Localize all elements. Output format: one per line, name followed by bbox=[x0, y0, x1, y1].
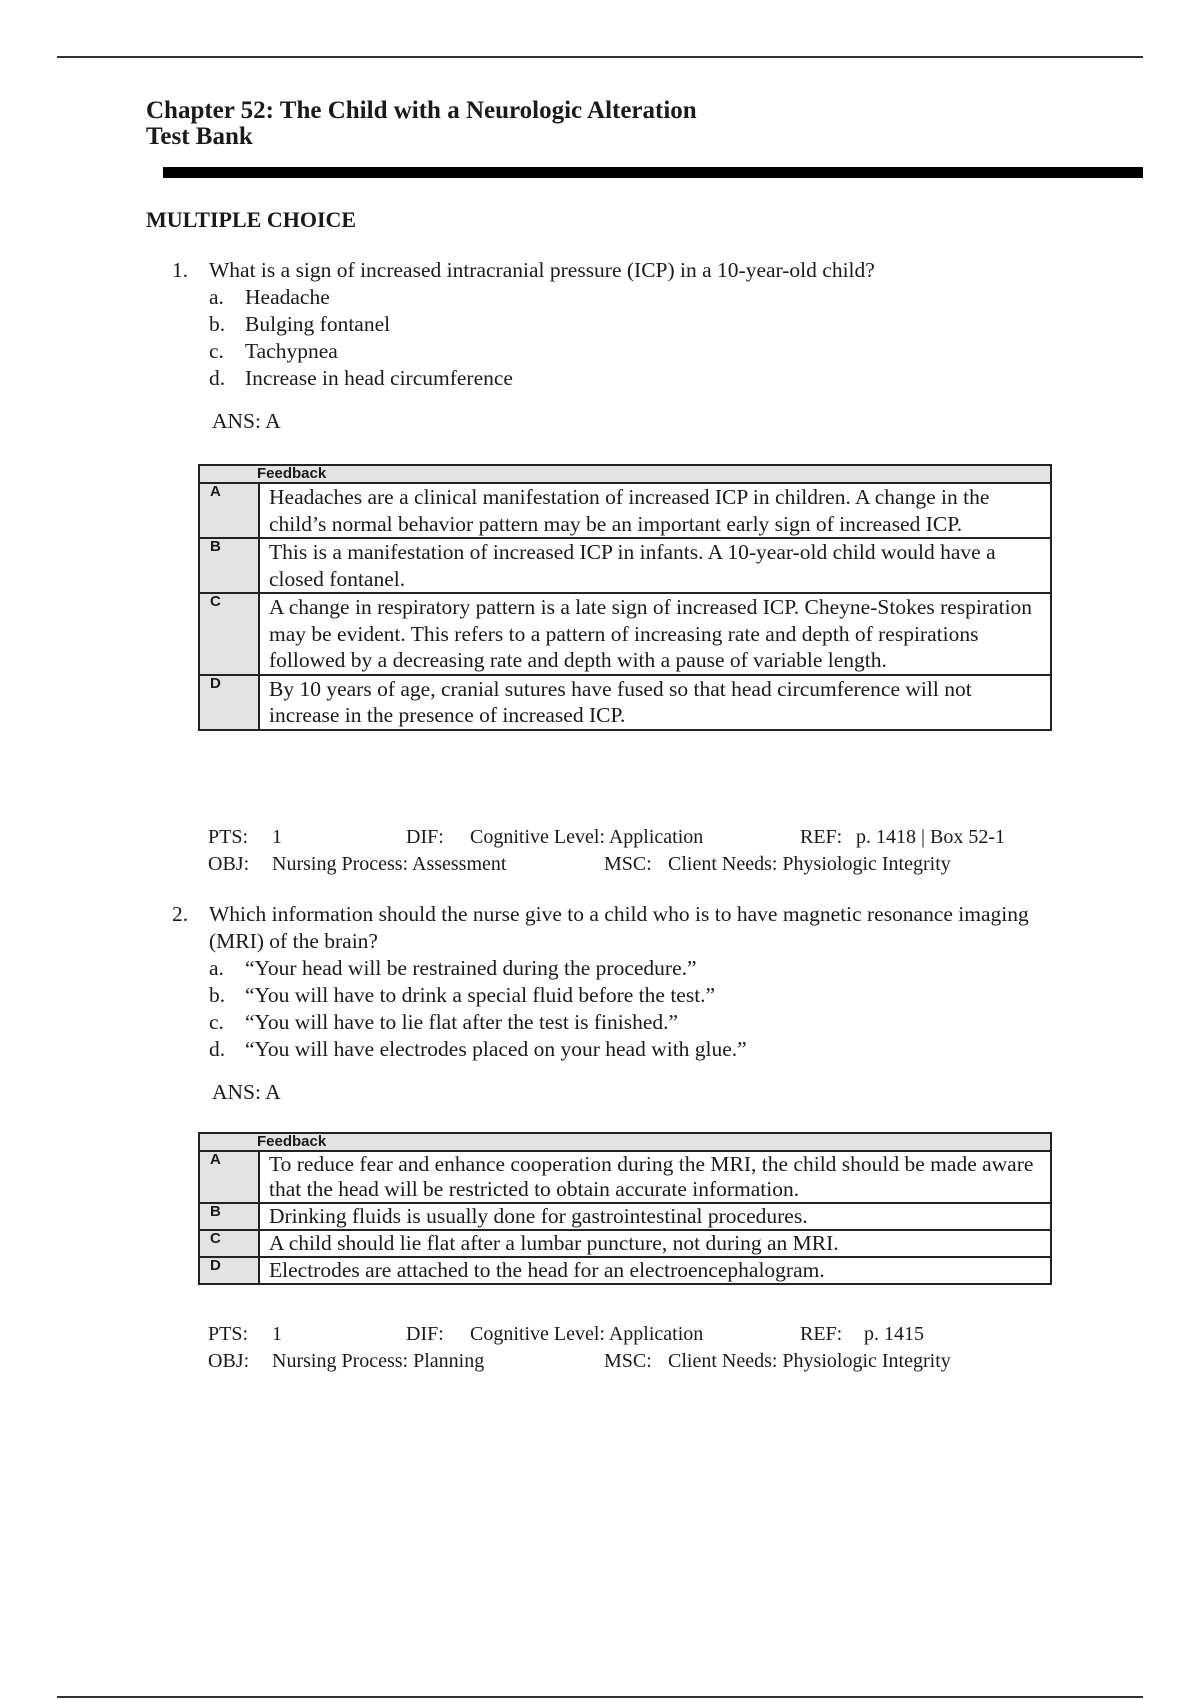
choice-c bbox=[209, 338, 1072, 365]
feedback-row-a bbox=[199, 483, 1051, 538]
choice-d bbox=[209, 1036, 1072, 1063]
feedback-letter: A bbox=[199, 1151, 259, 1203]
feedback-label: Feedback bbox=[199, 1133, 1051, 1151]
question-stem: What is a sign of increased intracranial pressure (ICP) in a 10-year-old child? bbox=[209, 258, 875, 282]
choice-text: Increase in head circumference bbox=[245, 366, 513, 390]
feedback-text: A change in respiratory pattern is a late sign of increased ICP. Cheyne-Stokes respiration may be evident. This refers to a pattern of increasing rate and depth of respirations followed by a decreasing rate and depth with a pause of variable length. bbox=[259, 593, 1051, 675]
feedback-text: A child should lie flat after a lumbar puncture, not during an MRI. bbox=[259, 1230, 1051, 1257]
feedback-table-2 bbox=[198, 1132, 1052, 1285]
choice-letter: c. bbox=[209, 1010, 224, 1034]
test-bank-subtitle: Test Bank bbox=[146, 123, 253, 150]
ref-label: REF: bbox=[800, 826, 843, 848]
question-1-metadata bbox=[208, 824, 1108, 878]
choice-text: “You will have to drink a special fluid before the test.” bbox=[245, 983, 716, 1007]
feedback-letter: C bbox=[199, 1230, 259, 1257]
choice-letter: d. bbox=[209, 1037, 226, 1061]
choice-letter: c. bbox=[209, 339, 224, 363]
question-2-metadata bbox=[208, 1321, 1108, 1375]
choice-d bbox=[209, 365, 1072, 392]
pts-label: PTS: bbox=[208, 826, 249, 848]
choice-letter: a. bbox=[209, 285, 224, 309]
choice-b bbox=[209, 982, 1072, 1009]
feedback-row-b bbox=[199, 538, 1051, 593]
feedback-row-c bbox=[199, 593, 1051, 675]
dif-value: Cognitive Level: Application bbox=[470, 1323, 704, 1345]
choice-text: Headache bbox=[245, 285, 330, 309]
feedback-text: Electrodes are attached to the head for an electroencephalogram. bbox=[259, 1257, 1051, 1284]
bottom-rule bbox=[57, 1696, 1143, 1698]
obj-value: Nursing Process: Assessment bbox=[272, 853, 507, 875]
obj-label: OBJ: bbox=[208, 1350, 250, 1372]
feedback-letter: B bbox=[199, 1203, 259, 1230]
question-number: 1. bbox=[172, 258, 189, 282]
answer-key: ANS: A bbox=[212, 409, 281, 433]
choice-c bbox=[209, 1009, 1072, 1036]
pts-value: 1 bbox=[272, 826, 282, 848]
question-2 bbox=[172, 901, 1072, 1106]
choice-b bbox=[209, 311, 1072, 338]
feedback-text: This is a manifestation of increased ICP in infants. A 10-year-old child would have a closed fontanel. bbox=[259, 538, 1051, 593]
pts-value: 1 bbox=[272, 1323, 282, 1345]
feedback-row-d bbox=[199, 675, 1051, 730]
choice-letter: d. bbox=[209, 366, 226, 390]
feedback-row-a bbox=[199, 1151, 1051, 1203]
document-header bbox=[146, 98, 697, 150]
obj-label: OBJ: bbox=[208, 853, 250, 875]
feedback-table-1 bbox=[198, 464, 1052, 731]
feedback-row-d bbox=[199, 1257, 1051, 1284]
ref-value: p. 1418 | Box 52-1 bbox=[856, 826, 1006, 848]
choice-text: “You will have electrodes placed on your head with glue.” bbox=[245, 1037, 747, 1061]
choice-text: Bulging fontanel bbox=[245, 312, 391, 336]
feedback-letter: D bbox=[199, 675, 259, 730]
obj-value: Nursing Process: Planning bbox=[272, 1350, 485, 1372]
feedback-text: To reduce fear and enhance cooperation during the MRI, the child should be made aware that the head will be restricted to obtain accurate information. bbox=[259, 1151, 1051, 1203]
msc-value: Client Needs: Physiologic Integrity bbox=[668, 1350, 951, 1372]
msc-label: MSC: bbox=[604, 853, 652, 875]
question-stem: Which information should the nurse give to a child who is to have magnetic resonance imaging (MRI) of the brain? bbox=[209, 902, 1029, 953]
feedback-letter: D bbox=[199, 1257, 259, 1284]
choice-a bbox=[209, 955, 1072, 982]
feedback-label: Feedback bbox=[199, 465, 1051, 483]
answer-key: ANS: A bbox=[212, 1080, 281, 1104]
feedback-letter: C bbox=[199, 593, 259, 675]
feedback-row-c bbox=[199, 1230, 1051, 1257]
dif-label: DIF: bbox=[406, 1323, 444, 1345]
top-rule bbox=[57, 56, 1143, 58]
feedback-letter: B bbox=[199, 538, 259, 593]
feedback-row-b bbox=[199, 1203, 1051, 1230]
dif-label: DIF: bbox=[406, 826, 444, 848]
choice-list bbox=[209, 955, 1072, 1063]
feedback-header-row bbox=[199, 1133, 1051, 1151]
choice-text: Tachypnea bbox=[245, 339, 338, 363]
choice-letter: b. bbox=[209, 312, 226, 336]
msc-value: Client Needs: Physiologic Integrity bbox=[668, 853, 951, 875]
feedback-letter: A bbox=[199, 483, 259, 538]
dif-value: Cognitive Level: Application bbox=[470, 826, 704, 848]
feedback-text: Headaches are a clinical manifestation of increased ICP in children. A change in the child’s normal behavior pattern may be an important early sign of increased ICP. bbox=[259, 483, 1051, 538]
feedback-text: Drinking fluids is usually done for gastrointestinal procedures. bbox=[259, 1203, 1051, 1230]
section-title: MULTIPLE CHOICE bbox=[146, 207, 357, 232]
chapter-title: Chapter 52: The Child with a Neurologic Alteration bbox=[146, 97, 697, 124]
question-number: 2. bbox=[172, 902, 189, 926]
question-1 bbox=[172, 257, 1072, 435]
msc-label: MSC: bbox=[604, 1350, 652, 1372]
ref-value: p. 1415 bbox=[864, 1323, 924, 1345]
choice-text: “You will have to lie flat after the test is finished.” bbox=[245, 1010, 679, 1034]
choice-letter: a. bbox=[209, 956, 224, 980]
feedback-header-row bbox=[199, 465, 1051, 483]
choice-text: “Your head will be restrained during the procedure.” bbox=[245, 956, 697, 980]
choice-list bbox=[209, 284, 1072, 392]
pts-label: PTS: bbox=[208, 1323, 249, 1345]
choice-a bbox=[209, 284, 1072, 311]
header-divider bbox=[163, 167, 1143, 178]
ref-label: REF: bbox=[800, 1323, 843, 1345]
feedback-text: By 10 years of age, cranial sutures have fused so that head circumference will not increase in the presence of increased ICP. bbox=[259, 675, 1051, 730]
choice-letter: b. bbox=[209, 983, 226, 1007]
